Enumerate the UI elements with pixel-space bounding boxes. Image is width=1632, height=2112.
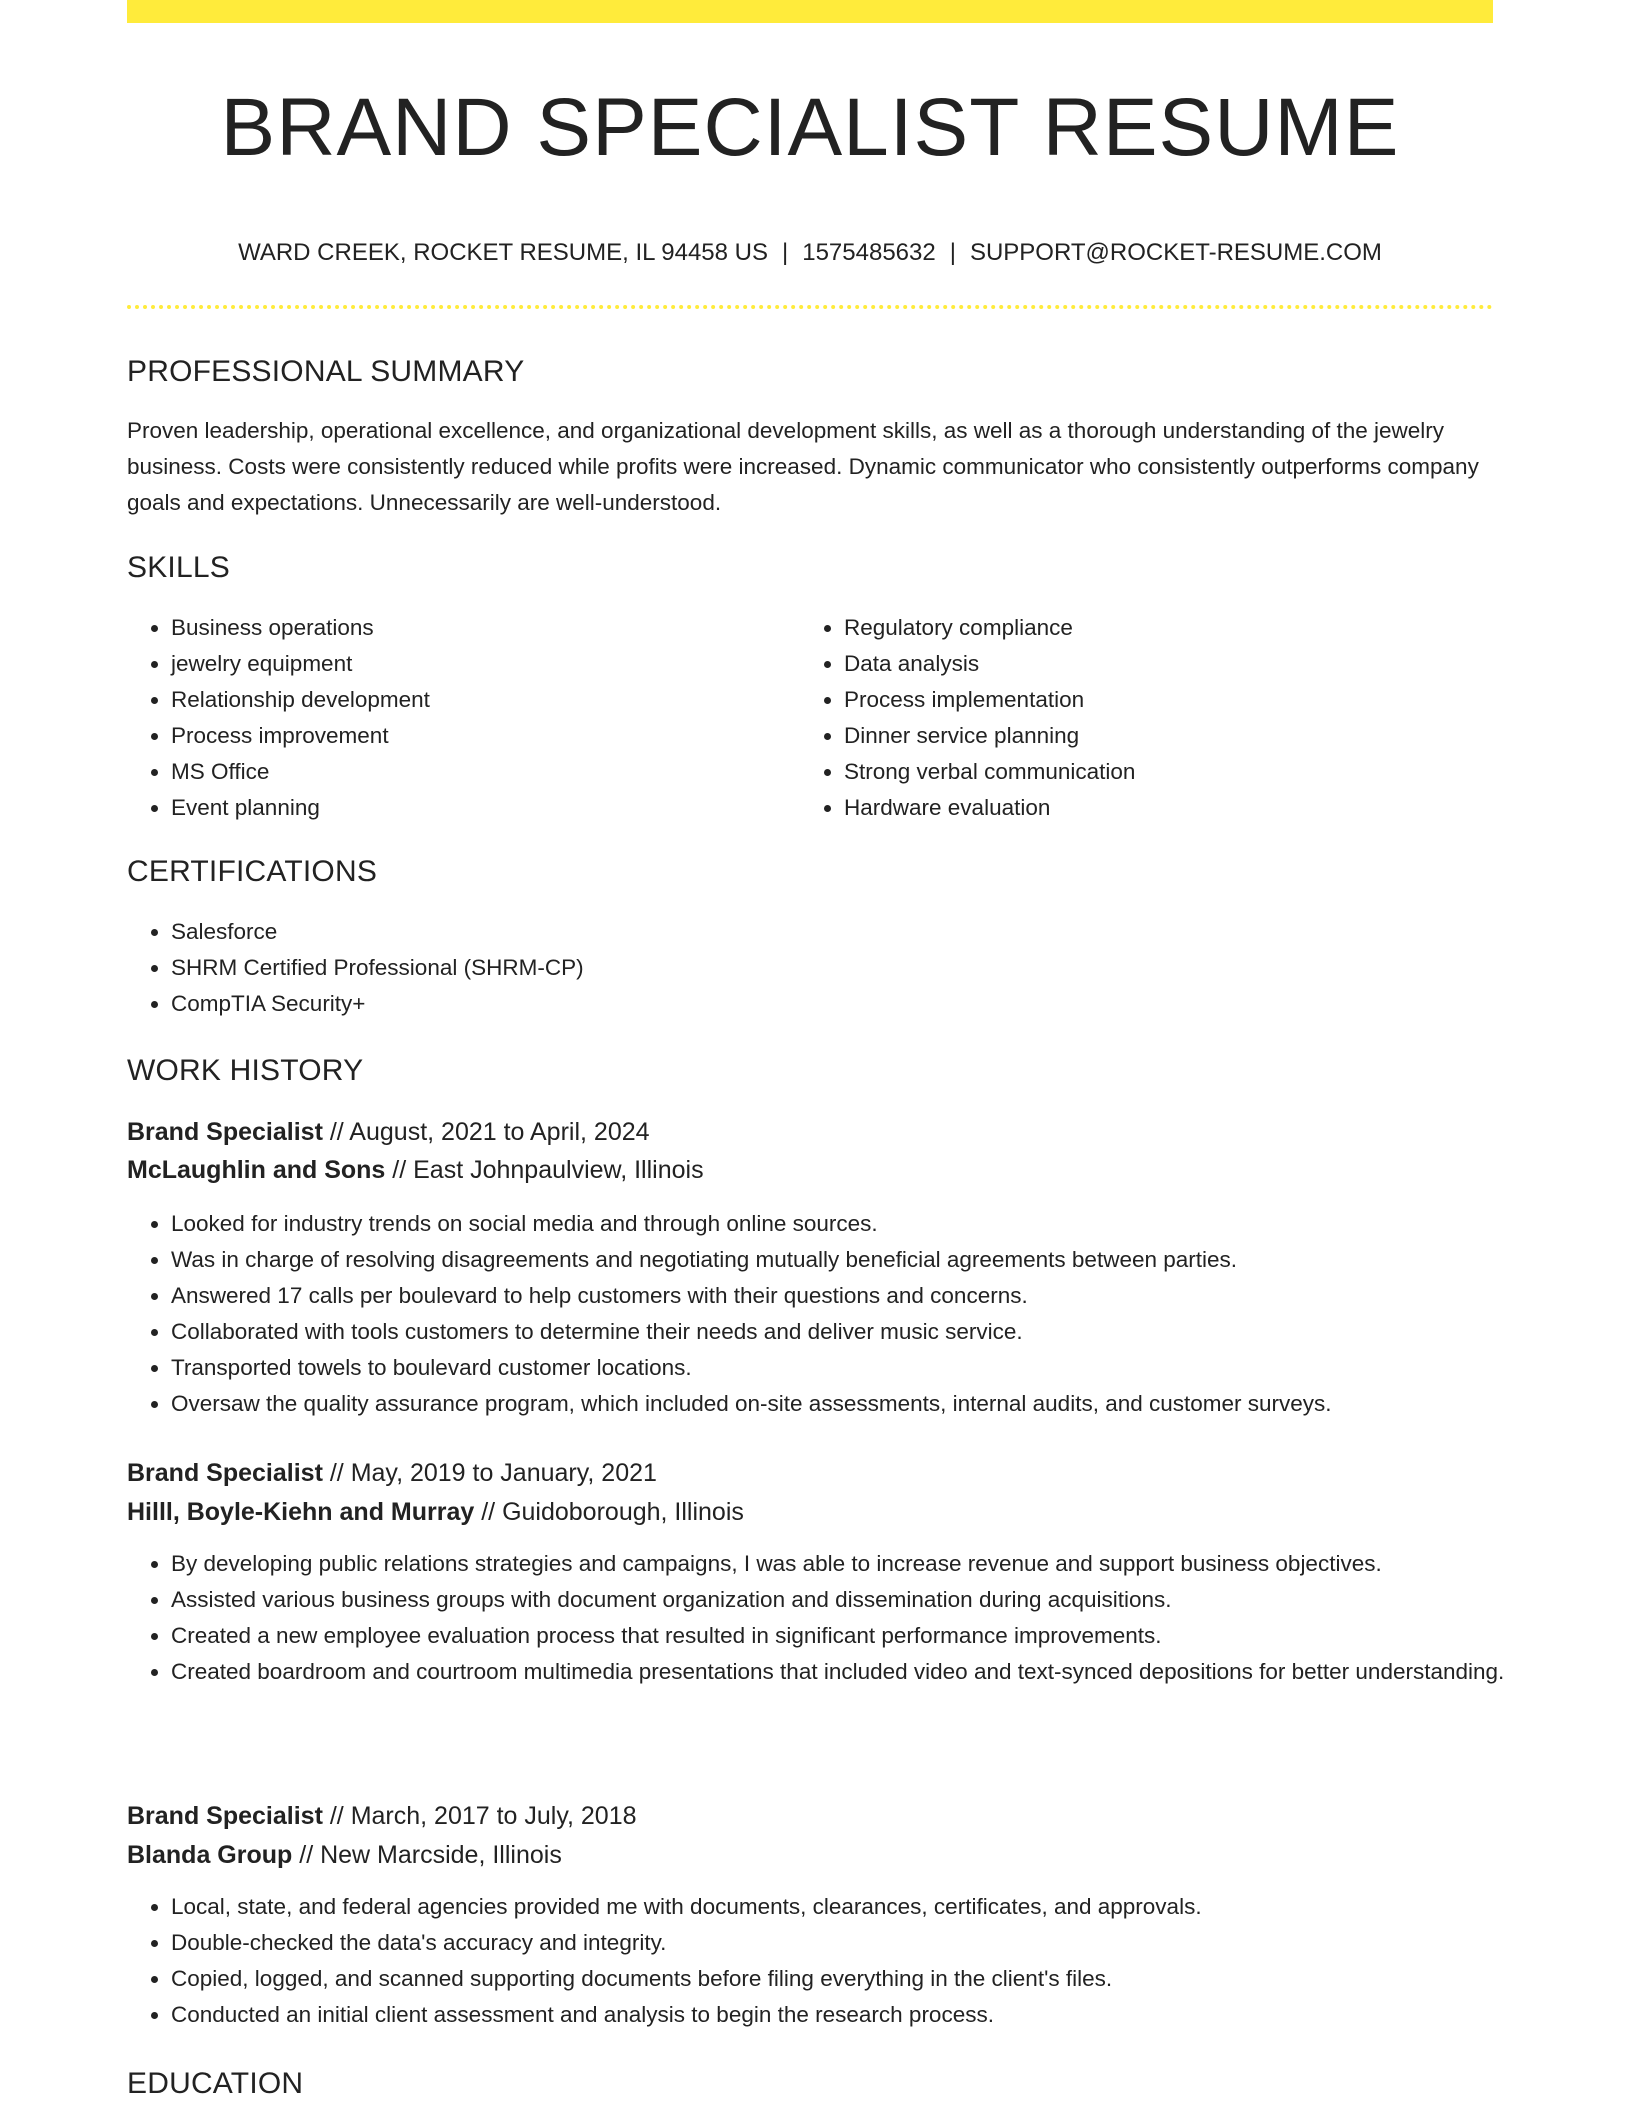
list-item: • Regulatory compliance: [844, 610, 1494, 646]
list-item: • By developing public relations strategies and campaigns, I was able to increase revenue and support business objectives.: [171, 1546, 1511, 1582]
list-item: • Process improvement: [171, 718, 791, 754]
job-company: Hilll, Boyle-Kiehn and Murray: [127, 1498, 475, 1526]
list-item: • Process implementation: [844, 682, 1494, 718]
list-item: • Was in charge of resolving disagreements and negotiating mutually beneficial agreements between parties.: [171, 1242, 1511, 1278]
contact-phone: 1575485632: [802, 239, 936, 266]
list-item: • Oversaw the quality assurance program, which included on-site assessments, internal audits, and customer surveys.: [171, 1386, 1511, 1422]
certifications-list: [127, 914, 1471, 1022]
job-company-line: [127, 1837, 562, 1873]
certifications-heading: CERTIFICATIONS: [127, 855, 378, 888]
list-item: • CompTIA Security+: [171, 986, 1471, 1022]
list-item: • Salesforce: [171, 914, 1471, 950]
page-title: BRAND SPECIALIST RESUME: [220, 82, 1400, 173]
top-accent-bar: [127, 0, 1493, 23]
work-history-heading: WORK HISTORY: [127, 1054, 364, 1087]
job-location: // New Marcside, Illinois: [292, 1841, 562, 1869]
dotted-divider: [127, 305, 1493, 309]
list-item: • Local, state, and federal agencies provided me with documents, clearances, certificates, and approvals.: [171, 1889, 1511, 1925]
education-heading: EDUCATION: [127, 2067, 304, 2100]
list-item: • Relationship development: [171, 682, 791, 718]
list-item: • Collaborated with tools customers to determine their needs and deliver music service.: [171, 1314, 1511, 1350]
summary-heading: PROFESSIONAL SUMMARY: [127, 355, 525, 388]
job-dates: // August, 2021 to April, 2024: [322, 1118, 650, 1146]
list-item: • MS Office: [171, 754, 791, 790]
list-item: • jewelry equipment: [171, 646, 791, 682]
list-item: • Data analysis: [844, 646, 1494, 682]
list-item: • Copied, logged, and scanned supporting documents before filing everything in the client's files.: [171, 1961, 1511, 1997]
skills-list-left: [127, 610, 791, 826]
job-location: // East Johnpaulview, Illinois: [385, 1156, 704, 1184]
job-title-line: [127, 1114, 650, 1150]
contact-address: WARD CREEK, ROCKET RESUME, IL 94458 US: [238, 239, 768, 266]
job-company-line: [127, 1152, 704, 1188]
job-company: Blanda Group: [127, 1841, 293, 1869]
list-item: • Double-checked the data's accuracy and integrity.: [171, 1925, 1511, 1961]
list-item: • Conducted an initial client assessment and analysis to begin the research process.: [171, 1997, 1511, 2033]
list-item: • Answered 17 calls per boulevard to help customers with their questions and concerns.: [171, 1278, 1511, 1314]
list-item: • Strong verbal communication: [844, 754, 1494, 790]
list-item: • Event planning: [171, 790, 791, 826]
list-item: • Transported towels to boulevard customer locations.: [171, 1350, 1511, 1386]
job-company: McLaughlin and Sons: [127, 1156, 386, 1184]
list-item: • SHRM Certified Professional (SHRM-CP): [171, 950, 1471, 986]
list-item: • Business operations: [171, 610, 791, 646]
job-dates: // May, 2019 to January, 2021: [322, 1459, 657, 1487]
job-dates: // March, 2017 to July, 2018: [322, 1802, 637, 1830]
list-item: • Looked for industry trends on social media and through online sources.: [171, 1206, 1511, 1242]
job-location: // Guidoborough, Illinois: [474, 1498, 744, 1526]
summary-text: Proven leadership, operational excellence, and organizational development skills, as well as a thorough understanding of the jewelry business. Costs were consistently reduced while profits were increased. Dynamic communicator who consistently outperforms company goals and expectations. Unnecessarily are well-understood.: [127, 418, 1479, 515]
skills-heading: SKILLS: [127, 551, 230, 584]
skills-list-right: [800, 610, 1494, 826]
job-company-line: [127, 1494, 744, 1530]
contact-separator: |: [949, 239, 956, 266]
list-item: • Created boardroom and courtroom multimedia presentations that included video and text-synced depositions for better understanding.: [171, 1654, 1511, 1690]
job-title: Brand Specialist: [127, 1802, 323, 1830]
list-item: • Hardware evaluation: [844, 790, 1494, 826]
contact-separator: |: [782, 239, 789, 266]
job-title: Brand Specialist: [127, 1459, 323, 1487]
job-title: Brand Specialist: [127, 1118, 323, 1146]
job-bullets: [127, 1889, 1511, 2033]
job-title-line: [127, 1798, 637, 1834]
job-bullets: [127, 1206, 1511, 1422]
contact-line: [127, 237, 1493, 269]
job-bullets: [127, 1546, 1511, 1690]
list-item: • Assisted various business groups with document organization and dissemination during acquisitions.: [171, 1582, 1511, 1618]
list-item: • Created a new employee evaluation process that resulted in significant performance improvements.: [171, 1618, 1511, 1654]
job-title-line: [127, 1455, 657, 1491]
contact-email: SUPPORT@ROCKET-RESUME.COM: [969, 239, 1382, 266]
list-item: • Dinner service planning: [844, 718, 1494, 754]
